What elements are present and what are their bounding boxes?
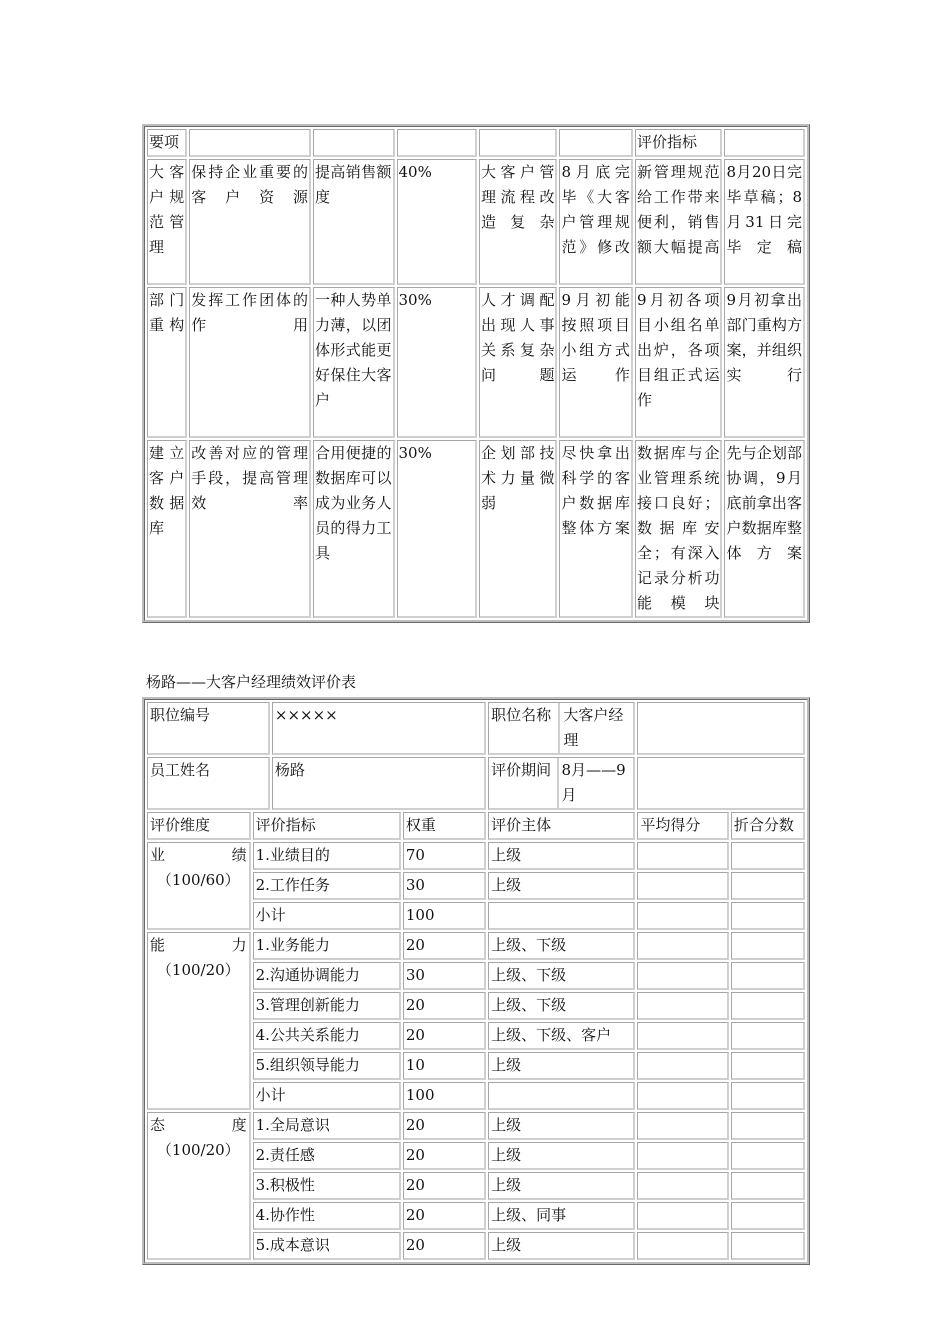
converted-score-cell[interactable] — [731, 1022, 805, 1050]
goal-cell: 发挥工作团体的作用 — [189, 287, 311, 438]
converted-score-cell[interactable] — [731, 872, 805, 900]
header-cell — [724, 129, 805, 157]
key-item-cell: 大客户规范管理 — [147, 159, 187, 285]
schedule-cell: 8月20日完毕草稿；8月31日完毕定稿 — [724, 159, 805, 285]
dimension-char: 力 — [231, 936, 247, 954]
average-score-cell[interactable] — [637, 1112, 728, 1140]
goal-cell: 保持企业重要的客户资源 — [189, 159, 311, 285]
position-name-cell — [488, 702, 635, 755]
weight-cell: 30 — [403, 872, 486, 900]
converted-score-cell[interactable] — [731, 842, 805, 870]
average-score-cell[interactable] — [637, 842, 728, 870]
indicator-cell: 1.业绩目的 — [253, 842, 401, 870]
dimension-char: 能 — [150, 936, 166, 954]
position-name-label: 职位名称 — [489, 703, 560, 753]
weight-cell: 30% — [397, 287, 478, 438]
work-plan-table — [142, 124, 810, 623]
period-value: 8月——9月 — [561, 761, 626, 804]
evaluator-cell: 上级 — [488, 842, 635, 870]
table-row — [147, 287, 805, 438]
indicator-cell: 9月初各项目小组名单出炉，各项目组正式运作 — [635, 287, 723, 438]
evaluator-cell — [488, 902, 635, 930]
evaluator-cell: 上级 — [488, 1052, 635, 1080]
dimension-score: （100/60） — [156, 871, 240, 889]
employee-value: 杨路 — [272, 757, 486, 810]
info-row — [147, 702, 805, 755]
dimension-char: 态 — [150, 1116, 166, 1134]
key-item-cell: 建立客户数据库 — [147, 440, 187, 618]
schedule-cell: 9月初拿出部门重构方案，并组织实行 — [724, 287, 805, 438]
evaluator-cell: 上级、下级 — [488, 962, 635, 990]
header-cell: 评价指标 — [635, 129, 723, 157]
evaluator-cell: 上级、下级 — [488, 932, 635, 960]
header-cell — [189, 129, 311, 157]
table-row — [147, 440, 805, 618]
converted-score-cell[interactable] — [731, 1232, 805, 1260]
evaluator-cell: 上级 — [488, 1142, 635, 1170]
milestone-cell: 尽快拿出科学的客户数据库整体方案 — [559, 440, 632, 618]
converted-score-cell[interactable] — [731, 1082, 805, 1110]
reason-cell: 提高销售额度 — [313, 159, 395, 285]
indicator-cell: 2.工作任务 — [253, 872, 401, 900]
converted-score-cell[interactable] — [731, 992, 805, 1020]
indicator-cell: 3.积极性 — [253, 1172, 401, 1200]
indicator-cell: 新管理规范给工作带来便利，销售额大幅提高 — [635, 159, 723, 285]
weight-cell: 40% — [397, 159, 478, 285]
performance-evaluation-table — [142, 697, 810, 1265]
col-header-converted: 折合分数 — [731, 812, 805, 840]
table-row — [147, 842, 805, 870]
indicator-cell: 小计 — [253, 902, 401, 930]
milestone-cell: 8月底完毕《大客户管理规范》修改 — [559, 159, 632, 285]
col-header-dimension: 评价维度 — [147, 812, 251, 840]
evaluator-cell — [488, 1082, 635, 1110]
weight-cell: 100 — [403, 1082, 486, 1110]
period-cell — [488, 757, 635, 810]
table-row — [147, 1112, 805, 1140]
evaluator-cell: 上级、下级、客户 — [488, 1022, 635, 1050]
weight-cell: 30 — [403, 962, 486, 990]
table-row — [147, 159, 805, 285]
evaluator-cell: 上级 — [488, 872, 635, 900]
reason-cell: 一种人势单力薄，以团体形式能更好保住大客户 — [313, 287, 395, 438]
header-cell — [313, 129, 395, 157]
indicator-cell: 4.协作性 — [253, 1202, 401, 1230]
weight-cell: 10 — [403, 1052, 486, 1080]
weight-cell: 30% — [397, 440, 478, 618]
average-score-cell[interactable] — [637, 1172, 728, 1200]
evaluation-table-caption: 杨路——大客户经理绩效评价表 — [146, 673, 357, 691]
indicator-cell: 小计 — [253, 1082, 401, 1110]
converted-score-cell[interactable] — [731, 1112, 805, 1140]
dimension-score: （100/20） — [156, 1141, 240, 1159]
converted-score-cell[interactable] — [731, 1142, 805, 1170]
dimension-cell — [147, 1112, 251, 1260]
table-row — [147, 932, 805, 960]
average-score-cell[interactable] — [637, 992, 728, 1020]
evaluator-cell: 上级 — [488, 1172, 635, 1200]
schedule-cell: 先与企划部协调，9月底前拿出客户数据库整体方案 — [724, 440, 805, 618]
goal-cell: 改善对应的管理手段，提高管理效率 — [189, 440, 311, 618]
indicator-cell: 5.成本意识 — [253, 1232, 401, 1260]
average-score-cell[interactable] — [637, 1082, 728, 1110]
milestone-cell: 9月初能按照项目小组方式运作 — [559, 287, 632, 438]
weight-cell: 20 — [403, 1022, 486, 1050]
converted-score-cell[interactable] — [731, 1172, 805, 1200]
weight-cell: 20 — [403, 1232, 486, 1260]
header-cell — [397, 129, 478, 157]
employee-label: 员工姓名 — [147, 757, 270, 810]
converted-score-cell[interactable] — [731, 932, 805, 960]
weight-cell: 20 — [403, 932, 486, 960]
indicator-cell: 4.公共关系能力 — [253, 1022, 401, 1050]
indicator-cell: 数据库与企业管理系统接口良好；数据库安全；有深入记录分析功能模块 — [635, 440, 723, 618]
converted-score-cell[interactable] — [731, 1052, 805, 1080]
indicator-cell: 2.责任感 — [253, 1142, 401, 1170]
position-name-value: 大客户经理 — [563, 706, 624, 749]
converted-score-cell[interactable] — [731, 962, 805, 990]
info-filler — [637, 702, 805, 755]
position-no-label: 职位编号 — [147, 702, 270, 755]
dimension-score: （100/20） — [156, 961, 240, 979]
reason-cell: 合用便捷的数据库可以成为业务人员的得力工具 — [313, 440, 395, 618]
weight-cell: 100 — [403, 902, 486, 930]
weight-cell: 70 — [403, 842, 486, 870]
col-header-average: 平均得分 — [637, 812, 728, 840]
col-header-indicator: 评价指标 — [253, 812, 401, 840]
difficulty-cell: 人才调配出现人事关系复杂问题 — [479, 287, 557, 438]
evaluator-cell: 上级 — [488, 1112, 635, 1140]
difficulty-cell: 企划部技术力量微弱 — [479, 440, 557, 618]
indicator-cell: 2.沟通协调能力 — [253, 962, 401, 990]
indicator-cell: 1.全局意识 — [253, 1112, 401, 1140]
dimension-cell — [147, 842, 251, 930]
header-cell: 要项 — [147, 129, 187, 157]
average-score-cell[interactable] — [637, 962, 728, 990]
evaluator-cell: 上级、下级 — [488, 992, 635, 1020]
dimension-cell — [147, 932, 251, 1110]
weight-cell: 20 — [403, 992, 486, 1020]
info-row — [147, 757, 805, 810]
indicator-cell: 5.组织领导能力 — [253, 1052, 401, 1080]
evaluator-cell: 上级 — [488, 1232, 635, 1260]
weight-cell: 20 — [403, 1202, 486, 1230]
average-score-cell[interactable] — [637, 1142, 728, 1170]
evaluator-cell: 上级、同事 — [488, 1202, 635, 1230]
header-cell — [479, 129, 557, 157]
average-score-cell[interactable] — [637, 872, 728, 900]
weight-cell: 20 — [403, 1172, 486, 1200]
weight-cell: 20 — [403, 1112, 486, 1140]
average-score-cell[interactable] — [637, 1052, 728, 1080]
dimension-char: 度 — [231, 1116, 247, 1134]
average-score-cell[interactable] — [637, 932, 728, 960]
position-no-value: ××××× — [272, 702, 486, 755]
average-score-cell[interactable] — [637, 902, 728, 930]
col-header-weight: 权重 — [403, 812, 486, 840]
period-label: 评价期间 — [489, 758, 558, 808]
info-filler — [637, 757, 805, 810]
indicator-cell: 1.业务能力 — [253, 932, 401, 960]
dimension-char: 绩 — [231, 846, 247, 864]
indicator-cell: 3.管理创新能力 — [253, 992, 401, 1020]
key-item-cell: 部门重构 — [147, 287, 187, 438]
average-score-cell[interactable] — [637, 1022, 728, 1050]
table-header-row — [147, 129, 805, 157]
dimension-char: 业 — [150, 846, 166, 864]
converted-score-cell[interactable] — [731, 1202, 805, 1230]
average-score-cell[interactable] — [637, 1232, 728, 1260]
header-cell — [559, 129, 632, 157]
converted-score-cell[interactable] — [731, 902, 805, 930]
difficulty-cell: 大客户管理流程改造复杂 — [479, 159, 557, 285]
column-header-row — [147, 812, 805, 840]
col-header-evaluator: 评价主体 — [488, 812, 635, 840]
average-score-cell[interactable] — [637, 1202, 728, 1230]
weight-cell: 20 — [403, 1142, 486, 1170]
